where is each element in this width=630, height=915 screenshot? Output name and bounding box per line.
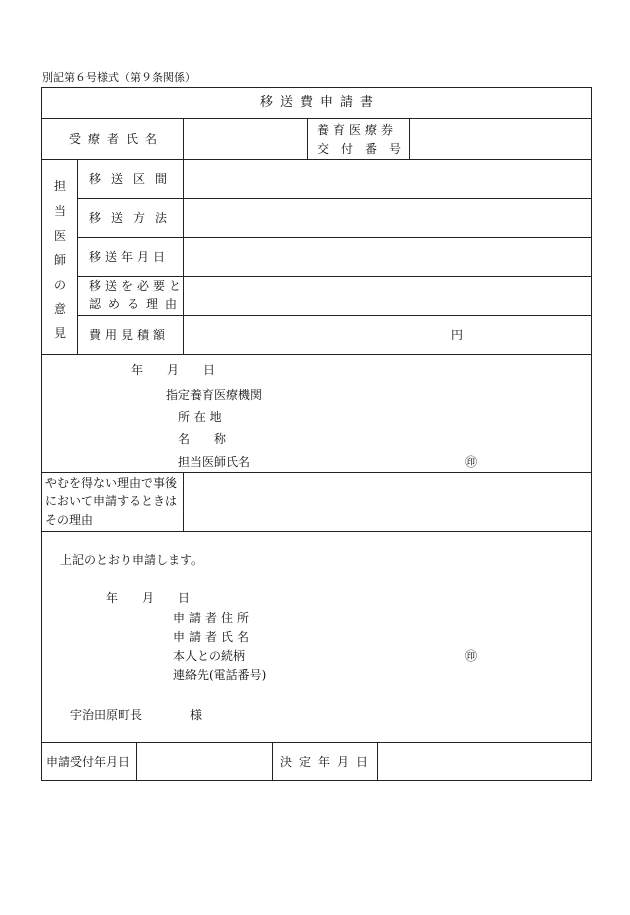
decision-date-field[interactable] xyxy=(379,744,590,779)
doctor-opinion-side-label-char: 意 xyxy=(54,302,67,316)
reason-label-line2: 認める理由 xyxy=(89,297,185,311)
voucher-number-field[interactable] xyxy=(411,120,590,158)
applicant-address-label: 申請者住所 xyxy=(173,611,254,625)
application-statement: 上記のとおり申請します。 xyxy=(60,553,204,567)
cost-estimate-label: 費用見積額 xyxy=(89,328,170,342)
doctor-opinion-side-label-char: 見 xyxy=(54,326,67,340)
transport-section-field[interactable] xyxy=(185,161,590,197)
addressee: 宇治田原町長 xyxy=(70,708,143,722)
yen-unit: 円 xyxy=(451,328,464,342)
received-date-label: 申請受付年月日 xyxy=(46,755,131,769)
reason-field[interactable] xyxy=(185,278,590,314)
received-date-field[interactable] xyxy=(138,744,271,779)
doctor-seal-mark: ㊞ xyxy=(465,455,478,469)
form-title: 移送費申請書 xyxy=(260,95,381,110)
institution-name-label: 指定養育医療機関 xyxy=(166,388,263,402)
application-date: 年 月 日 xyxy=(106,591,191,605)
reason-label-line1: 移送を必要と xyxy=(89,279,186,293)
transport-date-field[interactable] xyxy=(185,239,590,275)
addressee-honorific: 様 xyxy=(190,708,203,722)
doctor-opinion-side-label-char: 担 xyxy=(54,179,67,193)
decision-date-label: 決定年月日 xyxy=(280,755,376,769)
voucher-label-line2: 交 付 番 号 xyxy=(317,142,402,156)
patient-name-label: 受療者氏名 xyxy=(69,132,165,146)
transport-section-label: 移送区間 xyxy=(89,172,178,186)
cost-estimate-field[interactable] xyxy=(185,317,590,353)
doctor-opinion-side-label-char: 当 xyxy=(54,204,67,218)
contact-label: 連絡先(電話番号) xyxy=(173,668,267,682)
transport-date-label: 移送年月日 xyxy=(89,250,170,264)
institution-date: 年 月 日 xyxy=(131,363,216,377)
doctor-opinion-side-label-char: 医 xyxy=(54,229,67,243)
form-number-note: 別記第６号様式（第９条関係） xyxy=(42,71,196,84)
applicant-name-label: 申請者氏名 xyxy=(173,630,254,644)
institution-title-label: 名 称 xyxy=(178,432,227,446)
late-reason-field[interactable] xyxy=(185,474,590,530)
institution-address-label: 所 在 地 xyxy=(178,410,222,424)
late-reason-label-line3: その理由 xyxy=(45,513,94,527)
doctor-opinion-side-label-char: 師 xyxy=(54,253,67,267)
transport-method-field[interactable] xyxy=(185,200,590,236)
late-reason-label-line1: やむを得ない理由で事後 xyxy=(45,476,178,490)
relationship-label: 本人との続柄 xyxy=(173,649,246,663)
patient-name-field[interactable] xyxy=(185,120,306,158)
doctor-name-label: 担当医師氏名 xyxy=(178,455,251,469)
late-reason-label-line2: において申請するときは xyxy=(45,494,178,508)
doctor-opinion-side-label-char: の xyxy=(54,278,67,292)
applicant-seal-mark: ㊞ xyxy=(465,649,478,663)
transport-method-label: 移送方法 xyxy=(89,211,178,225)
voucher-label-line1: 養育医療券 xyxy=(317,123,398,137)
